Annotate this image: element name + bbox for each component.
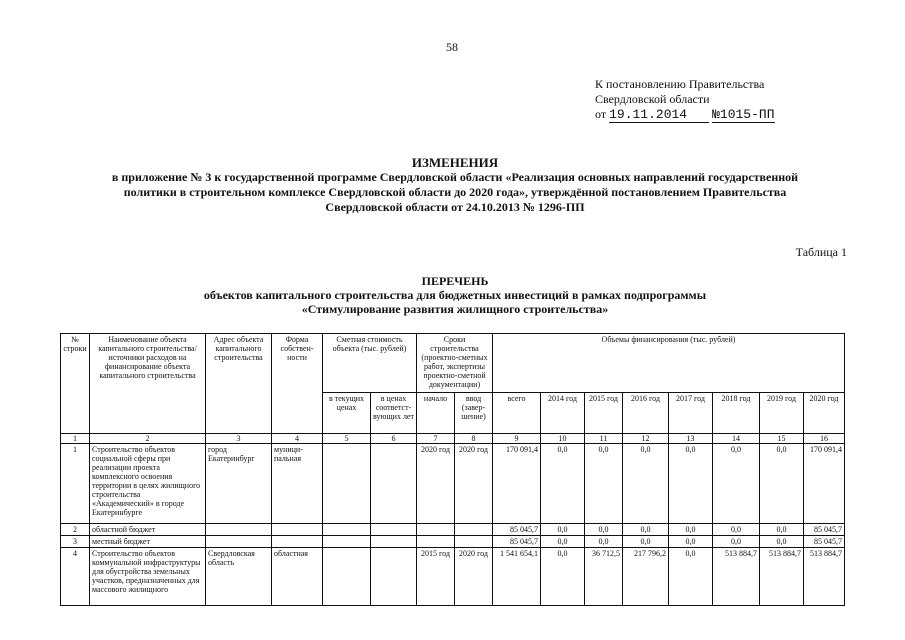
- cell-2015: 0,0: [585, 444, 623, 524]
- cell-address: Свердловская область: [206, 548, 272, 606]
- resolution-date-line: [595, 107, 775, 123]
- resolution-number: №1015-ПП: [712, 107, 775, 122]
- column-number: 2: [90, 434, 206, 444]
- list-line-1: объектов капитального строительства для бюджетных инвестиций в рамках подпрограммы: [203, 288, 707, 302]
- column-number: 8: [455, 434, 493, 444]
- header-volumes: Объемы финансирования (тыс. рублей): [493, 334, 845, 393]
- header-estimate-base: в ценах соответст-вующих лет: [371, 393, 417, 434]
- column-number: 9: [493, 434, 541, 444]
- cell-start: 2015 год: [417, 548, 455, 606]
- cell-total: 1 541 654,1: [493, 548, 541, 606]
- changes-line-3: Свердловской области от 24.10.2013 № 1296-ПП: [325, 200, 585, 214]
- column-number: 5: [323, 434, 371, 444]
- changes-line-1: в приложение № 3 к государственной программе Свердловской области «Реализация основных направлений государственной: [111, 170, 799, 184]
- cell-2020: 513 884,7: [804, 548, 845, 606]
- cell-2018: 0,0: [713, 536, 760, 548]
- cell-est-current: [323, 536, 371, 548]
- cell-2016: 0,0: [623, 524, 669, 536]
- header-row-1: [61, 334, 845, 393]
- cell-end: [455, 524, 493, 536]
- cell-address: город Екатеринбург: [206, 444, 272, 524]
- column-number: 14: [713, 434, 760, 444]
- header-estimate-current: в текущих ценах: [323, 393, 371, 434]
- header-2018: 2018 год: [713, 393, 760, 434]
- column-number: 3: [206, 434, 272, 444]
- cell-2015: 0,0: [585, 524, 623, 536]
- table-row: [61, 536, 845, 548]
- header-name: Наименование объекта капитального строительства/ источники расходов на финансирование объекта капитального строительства: [90, 334, 206, 434]
- cell-2017: 0,0: [669, 524, 713, 536]
- cell-ownership: [272, 524, 323, 536]
- financing-table: [60, 333, 845, 606]
- cell-2018: 513 884,7: [713, 548, 760, 606]
- header-terms-start: начало: [417, 393, 455, 434]
- column-number: 15: [760, 434, 804, 444]
- cell-est-base: [371, 536, 417, 548]
- cell-name: Строительство объектов социальной сферы при реализации проекта комплексного освоения территории в целях жилищного строительства «Академический» в городе Екатеринбурге: [90, 444, 206, 524]
- column-number: 1: [61, 434, 90, 444]
- cell-name: областной бюджет: [90, 524, 206, 536]
- cell-address: [206, 524, 272, 536]
- header-estimate: Сметная стоимость объекта (тыс. рублей): [323, 334, 417, 393]
- cell-no: 1: [61, 444, 90, 524]
- cell-2014: 0,0: [541, 536, 585, 548]
- cell-2019: 0,0: [760, 444, 804, 524]
- header-terms: Сроки строительства (проектно-сметных работ, экспертизы проектно-сметной документации): [417, 334, 493, 393]
- column-number: 16: [804, 434, 845, 444]
- table-label: Таблица 1: [795, 245, 847, 259]
- header-ownership: Форма собствен-ности: [272, 334, 323, 434]
- cell-2016: 0,0: [623, 444, 669, 524]
- header-2015: 2015 год: [585, 393, 623, 434]
- header-2016: 2016 год: [623, 393, 669, 434]
- cell-start: [417, 524, 455, 536]
- resolution-date: 19.11.2014: [609, 107, 709, 123]
- cell-name: Строительство объектов коммунальной инфраструктуры для обустройства земельных участков, предназначенных для массового жилищного: [90, 548, 206, 606]
- cell-est-base: [371, 444, 417, 524]
- cell-2014: 0,0: [541, 444, 585, 524]
- cell-2019: 0,0: [760, 524, 804, 536]
- cell-2015: 0,0: [585, 536, 623, 548]
- changes-heading: ИЗМЕНЕНИЯ: [411, 155, 499, 170]
- changes-line-2: политики в строительном комплексе Свердловской области до 2020 года», утверждённой постановлением Правительства: [123, 185, 787, 199]
- cell-2020: 85 045,7: [804, 536, 845, 548]
- cell-est-base: [371, 524, 417, 536]
- cell-2019: 0,0: [760, 536, 804, 548]
- cell-start: 2020 год: [417, 444, 455, 524]
- changes-title: [60, 155, 850, 215]
- cell-2015: 36 712,5: [585, 548, 623, 606]
- column-number: 13: [669, 434, 713, 444]
- cell-no: 4: [61, 548, 90, 606]
- list-line-2: «Стимулирование развития жилищного строительства»: [301, 302, 609, 316]
- cell-2016: 217 796,2: [623, 548, 669, 606]
- header-terms-end: ввод (завер-шение): [455, 393, 493, 434]
- header-2014: 2014 год: [541, 393, 585, 434]
- cell-address: [206, 536, 272, 548]
- cell-end: 2020 год: [455, 548, 493, 606]
- column-number: 7: [417, 434, 455, 444]
- list-title: [60, 274, 850, 316]
- header-2020: 2020 год: [804, 393, 845, 434]
- resolution-reference: [595, 77, 775, 123]
- resolution-line-2: Свердловской области: [595, 92, 710, 106]
- column-number: 11: [585, 434, 623, 444]
- cell-total: 170 091,4: [493, 444, 541, 524]
- cell-est-base: [371, 548, 417, 606]
- cell-start: [417, 536, 455, 548]
- table-row: [61, 548, 845, 606]
- column-number: 6: [371, 434, 417, 444]
- cell-2018: 0,0: [713, 524, 760, 536]
- header-2019: 2019 год: [760, 393, 804, 434]
- cell-2020: 170 091,4: [804, 444, 845, 524]
- column-number: 10: [541, 434, 585, 444]
- cell-total: 85 045,7: [493, 524, 541, 536]
- header-total: всего: [493, 393, 541, 434]
- cell-est-current: [323, 548, 371, 606]
- cell-2020: 85 045,7: [804, 524, 845, 536]
- header-row-no: № строки: [61, 334, 90, 434]
- cell-est-current: [323, 444, 371, 524]
- header-2017: 2017 год: [669, 393, 713, 434]
- cell-ownership: областная: [272, 548, 323, 606]
- column-number: 4: [272, 434, 323, 444]
- cell-2017: 0,0: [669, 444, 713, 524]
- cell-2018: 0,0: [713, 444, 760, 524]
- column-number: 12: [623, 434, 669, 444]
- page-number: 58: [446, 40, 458, 54]
- column-numbers-row: [61, 434, 845, 444]
- list-heading: ПЕРЕЧЕНЬ: [421, 274, 489, 288]
- cell-end: [455, 536, 493, 548]
- resolution-line-1: К постановлению Правительства: [595, 77, 765, 91]
- cell-est-current: [323, 524, 371, 536]
- cell-no: 3: [61, 536, 90, 548]
- cell-no: 2: [61, 524, 90, 536]
- table-row: [61, 444, 845, 524]
- cell-2014: 0,0: [541, 548, 585, 606]
- cell-name: местный бюджет: [90, 536, 206, 548]
- cell-ownership: муници-пальная: [272, 444, 323, 524]
- cell-end: 2020 год: [455, 444, 493, 524]
- header-address: Адрес объекта капитального строительства: [206, 334, 272, 434]
- cell-ownership: [272, 536, 323, 548]
- cell-total: 85 045,7: [493, 536, 541, 548]
- cell-2016: 0,0: [623, 536, 669, 548]
- table-row: [61, 524, 845, 536]
- resolution-prefix: от: [595, 107, 607, 121]
- cell-2017: 0,0: [669, 548, 713, 606]
- cell-2017: 0,0: [669, 536, 713, 548]
- cell-2014: 0,0: [541, 524, 585, 536]
- cell-2019: 513 884,7: [760, 548, 804, 606]
